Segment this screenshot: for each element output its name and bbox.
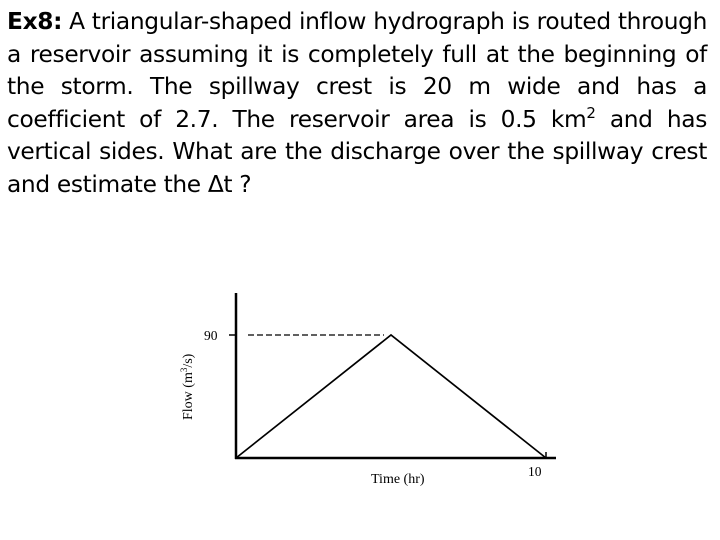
y-axis-label [179,353,196,420]
x-tick-label-10: 10 [528,464,542,479]
y-tick-label-90: 90 [204,328,218,343]
problem-text-part2: and has vertical sides. What are the discharge over the spillway crest and estimate the Δt ? [7,105,707,198]
area-unit-superscript: 2 [586,103,596,122]
example-label: Ex8: [7,8,63,35]
problem-text-part1: A triangular-shaped inflow hydrograph is routed through a reservoir assuming it is completely full at the beginning of the storm. The spillway crest is 20 m wide and has a coefficient of 2.7. The reservoir area is 0.5 km [7,8,707,133]
y-axis-label-sup: 3 [179,367,189,373]
x-axis-label: Time (hr) [371,472,425,487]
y-axis-label-main: Flow (m [181,372,196,420]
inflow-hydrograph-line [236,335,546,458]
y-axis-label-end: /s) [181,353,196,368]
